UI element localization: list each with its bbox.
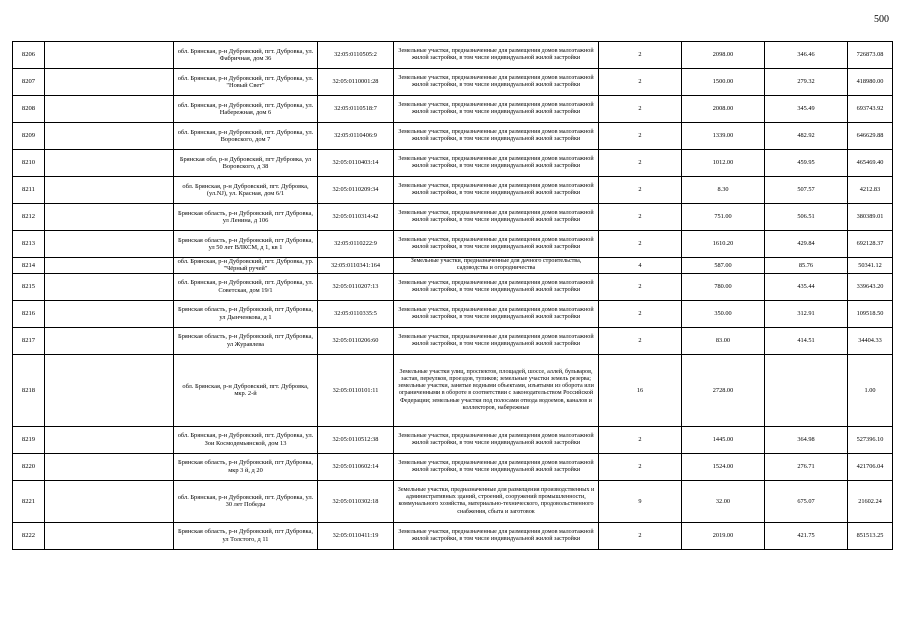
use-group: 2	[599, 150, 682, 177]
land-register-table	[12, 41, 893, 550]
cadastral-number: 32:05:0110518:7	[318, 96, 394, 123]
cadastral-number: 32:05:0110001:28	[318, 69, 394, 96]
use-group: 4	[599, 258, 682, 274]
cadastral-number: 32:05:0110512:38	[318, 426, 394, 453]
address-cell: обл. Брянская, р-н Дубровский, пгт. Дубровка, ул. 30 лет Победы	[174, 480, 318, 522]
specific-value: 279.32	[765, 69, 848, 96]
cadastral-number: 32:05:0110302:18	[318, 480, 394, 522]
spacer-cell	[45, 453, 174, 480]
page-number: 500	[874, 14, 889, 25]
address-cell: Брянская область, р-н Дубровский, пгт Дубровка, ул Ленина, д 106	[174, 204, 318, 231]
table-row	[13, 327, 893, 354]
table-row	[13, 42, 893, 69]
spacer-cell	[45, 327, 174, 354]
record-number: 8221	[13, 480, 45, 522]
land-use-type: Земельные участки, предназначенные для размещения производственных и административных зданий, строений, сооружений промышленности, коммунального хозяйства, материально-технического, продовольственного снабжения, сбыта и заготовок	[394, 480, 599, 522]
land-use-type: Земельные участки, предназначенные для размещения домов малоэтажной жилой застройки, в том числе индивидуальной жилой застройки	[394, 453, 599, 480]
specific-value	[765, 354, 848, 426]
specific-value: 364.98	[765, 426, 848, 453]
use-group: 16	[599, 354, 682, 426]
specific-value: 435.44	[765, 273, 848, 300]
specific-value: 312.91	[765, 300, 848, 327]
specific-value: 421.75	[765, 522, 848, 549]
spacer-cell	[45, 300, 174, 327]
land-use-type: Земельные участки, предназначенные для размещения домов малоэтажной жилой застройки, в том числе индивидуальной жилой застройки	[394, 273, 599, 300]
address-cell: обл. Брянская, р-н Дубровский, пгт. Дубровка, ул. Воровского, дом 7	[174, 123, 318, 150]
land-use-type: Земельные участки, предназначенные для размещения домов малоэтажной жилой застройки, в том числе индивидуальной жилой застройки	[394, 426, 599, 453]
area-value: 1500.00	[682, 69, 765, 96]
cadastral-number: 32:05:0110505:2	[318, 42, 394, 69]
specific-value: 459.95	[765, 150, 848, 177]
cadastral-value: 851513.25	[848, 522, 893, 549]
area-value: 83.00	[682, 327, 765, 354]
table-row	[13, 69, 893, 96]
area-value: 1339.00	[682, 123, 765, 150]
spacer-cell	[45, 150, 174, 177]
cadastral-value: 418980.00	[848, 69, 893, 96]
spacer-cell	[45, 123, 174, 150]
use-group: 2	[599, 204, 682, 231]
cadastral-value: 4212.83	[848, 177, 893, 204]
table-row	[13, 204, 893, 231]
cadastral-number: 32:05:0110207:13	[318, 273, 394, 300]
area-value: 751.00	[682, 204, 765, 231]
specific-value: 482.92	[765, 123, 848, 150]
cadastral-value: 646629.88	[848, 123, 893, 150]
cadastral-number: 32:05:0110335:5	[318, 300, 394, 327]
spacer-cell	[45, 258, 174, 274]
area-value: 32.00	[682, 480, 765, 522]
spacer-cell	[45, 42, 174, 69]
spacer-cell	[45, 426, 174, 453]
cadastral-number: 32:05:0110209:34	[318, 177, 394, 204]
land-use-type: Земельные участки, предназначенные для размещения домов малоэтажной жилой застройки, в том числе индивидуальной жилой застройки	[394, 231, 599, 258]
record-number: 8222	[13, 522, 45, 549]
land-use-type: Земельные участки, предназначенные для размещения домов малоэтажной жилой застройки, в том числе индивидуальной жилой застройки	[394, 96, 599, 123]
area-value: 8.30	[682, 177, 765, 204]
record-number: 8215	[13, 273, 45, 300]
cadastral-number: 32:05:0110314:42	[318, 204, 394, 231]
use-group: 2	[599, 453, 682, 480]
cadastral-number: 32:05:0110222:9	[318, 231, 394, 258]
land-use-type: Земельные участки, предназначенные для размещения домов малоэтажной жилой застройки, в том числе индивидуальной жилой застройки	[394, 522, 599, 549]
cadastral-number: 32:05:0110602:14	[318, 453, 394, 480]
use-group: 2	[599, 273, 682, 300]
spacer-cell	[45, 204, 174, 231]
address-cell: Брянская обл, р-н Дубровский, пгт Дубровка, ул Воровского, д 38	[174, 150, 318, 177]
table-row	[13, 177, 893, 204]
address-cell: обл. Брянская, р-н Дубровский, пгт. Дубровка, (ул.NJ), ул. Красная, дом 6/1	[174, 177, 318, 204]
cadastral-number: 32:05:0110101:11	[318, 354, 394, 426]
area-value: 2019.00	[682, 522, 765, 549]
area-value: 1445.00	[682, 426, 765, 453]
record-number: 8208	[13, 96, 45, 123]
cadastral-value: 1.00	[848, 354, 893, 426]
specific-value: 85.76	[765, 258, 848, 274]
address-cell: Брянская область, р-н Дубровский, пгт Дубровка, ул Толстого, д 11	[174, 522, 318, 549]
address-cell: Брянская область, р-н Дубровский, пгт Дубровка, ул 50 лет ВЛКСМ, д 1, кв 1	[174, 231, 318, 258]
cadastral-value: 109518.50	[848, 300, 893, 327]
area-value: 2008.00	[682, 96, 765, 123]
cadastral-number: 32:05:0110411:19	[318, 522, 394, 549]
record-number: 8209	[13, 123, 45, 150]
address-cell: обл. Брянская, р-н Дубровский, пгт. Дубровка, ул. Набережная, дом 6	[174, 96, 318, 123]
address-cell: обл. Брянская, р-н Дубровский, пгт. Дубровка, ул. Советская, дом 19/1	[174, 273, 318, 300]
area-value: 2728.00	[682, 354, 765, 426]
record-number: 8206	[13, 42, 45, 69]
record-number: 8210	[13, 150, 45, 177]
cadastral-number: 32:05:0110206:60	[318, 327, 394, 354]
spacer-cell	[45, 177, 174, 204]
area-value: 587.00	[682, 258, 765, 274]
specific-value: 346.46	[765, 42, 848, 69]
use-group: 2	[599, 69, 682, 96]
land-use-type: Земельные участки, предназначенные для размещения домов малоэтажной жилой застройки, в том числе индивидуальной жилой застройки	[394, 150, 599, 177]
table-row	[13, 300, 893, 327]
land-use-type: Земельные участки, предназначенные для размещения домов малоэтажной жилой застройки, в том числе индивидуальной жилой застройки	[394, 300, 599, 327]
specific-value: 507.57	[765, 177, 848, 204]
use-group: 2	[599, 522, 682, 549]
table-row	[13, 231, 893, 258]
record-number: 8212	[13, 204, 45, 231]
specific-value: 675.07	[765, 480, 848, 522]
use-group: 2	[599, 123, 682, 150]
cadastral-value: 421706.04	[848, 453, 893, 480]
area-value: 1610.20	[682, 231, 765, 258]
area-value: 2098.00	[682, 42, 765, 69]
specific-value: 414.51	[765, 327, 848, 354]
record-number: 8217	[13, 327, 45, 354]
cadastral-value: 34404.33	[848, 327, 893, 354]
use-group: 2	[599, 327, 682, 354]
table-row	[13, 96, 893, 123]
land-use-type: Земельные участки, предназначенные для размещения домов малоэтажной жилой застройки, в том числе индивидуальной жилой застройки	[394, 123, 599, 150]
cadastral-number: 32:05:0110403:14	[318, 150, 394, 177]
record-number: 8220	[13, 453, 45, 480]
specific-value: 276.71	[765, 453, 848, 480]
land-use-type: Земельные участки, предназначенные для дачного строительства, садоводства и огородничества	[394, 258, 599, 274]
record-number: 8216	[13, 300, 45, 327]
address-cell: обл. Брянская, р-н Дубровский, пгт. Дубровка, ул. "Новый Свет"	[174, 69, 318, 96]
spacer-cell	[45, 231, 174, 258]
cadastral-value: 465469.40	[848, 150, 893, 177]
use-group: 2	[599, 231, 682, 258]
specific-value: 429.84	[765, 231, 848, 258]
address-cell: обл. Брянская, р-н Дубровский, пгт. Дубровка, ур. "Чёрный ручей"	[174, 258, 318, 274]
spacer-cell	[45, 273, 174, 300]
table-row	[13, 258, 893, 274]
area-value: 350.00	[682, 300, 765, 327]
table-row	[13, 123, 893, 150]
use-group: 2	[599, 42, 682, 69]
land-use-type: Земельные участки, предназначенные для размещения домов малоэтажной жилой застройки, в том числе индивидуальной жилой застройки	[394, 204, 599, 231]
land-use-type: Земельные участки, предназначенные для размещения домов малоэтажной жилой застройки, в том числе индивидуальной жилой застройки	[394, 42, 599, 69]
cadastral-value: 726873.08	[848, 42, 893, 69]
use-group: 9	[599, 480, 682, 522]
table-row	[13, 522, 893, 549]
use-group: 2	[599, 426, 682, 453]
spacer-cell	[45, 522, 174, 549]
table-row	[13, 273, 893, 300]
use-group: 2	[599, 300, 682, 327]
cadastral-number: 32:05:0110341:164	[318, 258, 394, 274]
use-group: 2	[599, 177, 682, 204]
cadastral-value: 339643.20	[848, 273, 893, 300]
address-cell: Брянская область, р-н Дубровский, пгт Дубровка, ул Журавлева	[174, 327, 318, 354]
cadastral-number: 32:05:0110406:9	[318, 123, 394, 150]
table-row	[13, 453, 893, 480]
land-use-type: Земельные участки улиц, проспектов, площадей, шоссе, аллей, бульваров, застав, переулков, проездов, тупиков; земельные участки земель резерва; земельные участки, занятые водными объектами, изъятыми из оборота или ограниченными в обороте в соответствии с законодательством Российской Федерации; земельные участки под полосами отвода водоемов, каналов и коллекторов, набережные	[394, 354, 599, 426]
record-number: 8219	[13, 426, 45, 453]
address-cell: Брянская область, р-н Дубровский, пгт Дубровка, мкр 3 й, д 20	[174, 453, 318, 480]
record-number: 8207	[13, 69, 45, 96]
address-cell: обл. Брянская, р-н Дубровский, пгт. Дубровка, ул. Фабричная, дом 36	[174, 42, 318, 69]
table-row	[13, 480, 893, 522]
spacer-cell	[45, 480, 174, 522]
specific-value: 345.49	[765, 96, 848, 123]
use-group: 2	[599, 96, 682, 123]
spacer-cell	[45, 354, 174, 426]
record-number: 8214	[13, 258, 45, 274]
cadastral-value: 21602.24	[848, 480, 893, 522]
cadastral-value: 50341.12	[848, 258, 893, 274]
land-use-type: Земельные участки, предназначенные для размещения домов малоэтажной жилой застройки, в том числе индивидуальной жилой застройки	[394, 69, 599, 96]
cadastral-value: 380389.01	[848, 204, 893, 231]
address-cell: обл. Брянская, р-н Дубровский, пгт. Дубровка, ул. Зои Космодемьянской, дом 13	[174, 426, 318, 453]
table-row	[13, 354, 893, 426]
land-use-type: Земельные участки, предназначенные для размещения домов малоэтажной жилой застройки, в том числе индивидуальной жилой застройки	[394, 177, 599, 204]
area-value: 780.00	[682, 273, 765, 300]
spacer-cell	[45, 96, 174, 123]
address-cell: Брянская область, р-н Дубровский, пгт Дубровка, ул Дынченкова, д 1	[174, 300, 318, 327]
table-row	[13, 426, 893, 453]
record-number: 8213	[13, 231, 45, 258]
address-cell: обл. Брянская, р-н Дубровский, пгт. Дубровка, мкр. 2-й	[174, 354, 318, 426]
cadastral-value: 692128.37	[848, 231, 893, 258]
land-use-type: Земельные участки, предназначенные для размещения домов малоэтажной жилой застройки, в том числе индивидуальной жилой застройки	[394, 327, 599, 354]
record-number: 8218	[13, 354, 45, 426]
specific-value: 506.51	[765, 204, 848, 231]
area-value: 1524.00	[682, 453, 765, 480]
cadastral-value: 527396.10	[848, 426, 893, 453]
cadastral-value: 693743.92	[848, 96, 893, 123]
spacer-cell	[45, 69, 174, 96]
area-value: 1012.00	[682, 150, 765, 177]
record-number: 8211	[13, 177, 45, 204]
table-row	[13, 150, 893, 177]
